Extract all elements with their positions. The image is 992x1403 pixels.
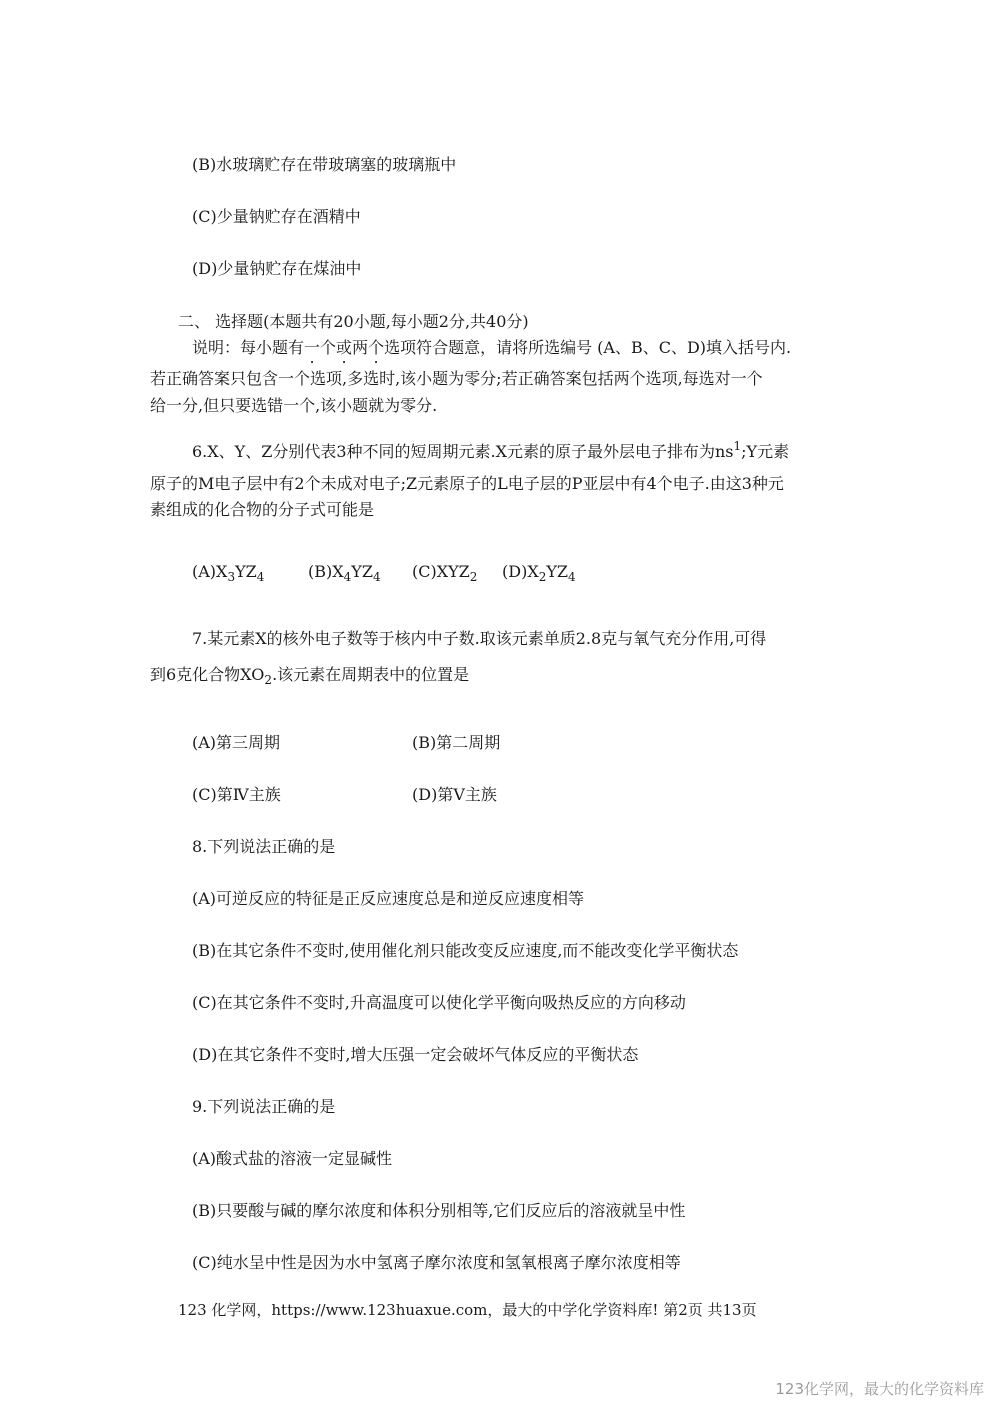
subscript: 3 (227, 570, 236, 584)
q5-option-d: (D)少量钠贮存在煤油中 (192, 259, 362, 278)
instructions-text: 个 (320, 338, 337, 357)
subscript: 4 (256, 570, 265, 584)
watermark: 123化学网，最大的化学资料库 (775, 1380, 984, 1398)
q9-option-b: (B)只要酸与碱的摩尔浓度和体积分别相等,它们反应后的溶液就呈中性 (192, 1201, 686, 1220)
q6-text: 6.X、Y、Z分别代表3种不同的短周期元素.X元素的原子最外层电子排布为ns (192, 442, 734, 461)
emphasis-char: 一 (304, 338, 321, 357)
q6-line-2: 原子的M电子层中有2个未成对电子;Z元素原子的L电子层的P亚层中有4个电子.由这3种元 (150, 474, 784, 493)
q9-option-c: (C)纯水呈中性是因为水中氢离子摩尔浓度和氢氧根离子摩尔浓度相等 (192, 1253, 681, 1272)
emphasis-char: 或 (336, 338, 353, 357)
instructions-text: 选项符合题意，请将所选编号 (A、B、C、D)填入括号内. (384, 338, 792, 357)
formula-text: (C)XYZ (412, 562, 470, 581)
q6-option-b (308, 562, 381, 587)
q7-line-1: 7.某元素X的核外电子数等于核内中子数.取该元素单质2.8克与氧气充分作用,可得 (192, 629, 767, 648)
formula-text: YZ (235, 562, 257, 581)
subscript: 4 (372, 570, 381, 584)
q6-line-3: 素组成的化合物的分子式可能是 (150, 500, 375, 519)
emphasis-char: 个 (368, 338, 385, 357)
instructions-line-1 (192, 338, 791, 358)
q5-option-b: (B)水玻璃贮存在带玻璃塞的玻璃瓶中 (192, 155, 457, 174)
formula-text: YZ (546, 562, 569, 581)
q6-text: ;Y元素 (741, 442, 790, 461)
subscript: 4 (343, 570, 352, 584)
q8-stem: 8.下列说法正确的是 (192, 837, 336, 856)
q7-option-a: (A)第三周期 (192, 733, 281, 752)
q8-option-b: (B)在其它条件不变时,使用催化剂只能改变反应速度,而不能改变化学平衡状态 (192, 941, 739, 960)
formula-text: (D)X (502, 562, 539, 581)
subscript: 4 (568, 570, 576, 584)
instructions-line-2: 若正确答案只包含一个选项,多选时,该小题为零分;若正确答案包括两个选项,每选对一个 (150, 369, 763, 388)
q9-stem: 9.下列说法正确的是 (192, 1097, 336, 1116)
q7-text: 到6克化合物XO (150, 665, 265, 684)
q8-option-a: (A)可逆反应的特征是正反应速度总是和逆反应速度相等 (192, 889, 585, 908)
q6-option-a (192, 562, 264, 587)
q7-option-c: (C)第Ⅳ主族 (192, 785, 281, 804)
formula-text: YZ (351, 562, 373, 581)
q6-option-d (502, 562, 576, 587)
subscript: 2 (264, 673, 273, 687)
q7-line-2 (150, 665, 469, 690)
instructions-text: 说明：每小题有 (192, 338, 305, 357)
formula-text: (B)X (308, 562, 344, 581)
page-footer: 123 化学网，https://www.123huaxue.com，最大的中学化学资料库! 第2页 共13页 (178, 1301, 757, 1319)
q8-option-c: (C)在其它条件不变时,升高温度可以使化学平衡向吸热反应的方向移动 (192, 993, 686, 1012)
subscript: 2 (469, 570, 478, 584)
subscript: 2 (538, 570, 547, 584)
q6-option-c (412, 562, 477, 587)
instructions-text: 两 (352, 338, 369, 357)
q7-option-d: (D)第Ⅴ主族 (412, 785, 497, 804)
superscript: 1 (733, 439, 742, 453)
formula-text: (A)X (192, 562, 228, 581)
q6-line-1 (192, 436, 789, 462)
q7-option-b: (B)第二周期 (412, 733, 501, 752)
q9-option-a: (A)酸式盐的溶液一定显碱性 (192, 1149, 393, 1168)
section-title: 二、 选择题(本题共有20小题,每小题2分,共40分) (178, 312, 529, 331)
instructions-line-3: 给一分,但只要选错一个,该小题就为零分. (150, 396, 438, 415)
q5-option-c: (C)少量钠贮存在酒精中 (192, 207, 361, 226)
q8-option-d: (D)在其它条件不变时,增大压强一定会破坏气体反应的平衡状态 (192, 1045, 639, 1064)
q7-text: .该元素在周期表中的位置是 (272, 665, 470, 684)
